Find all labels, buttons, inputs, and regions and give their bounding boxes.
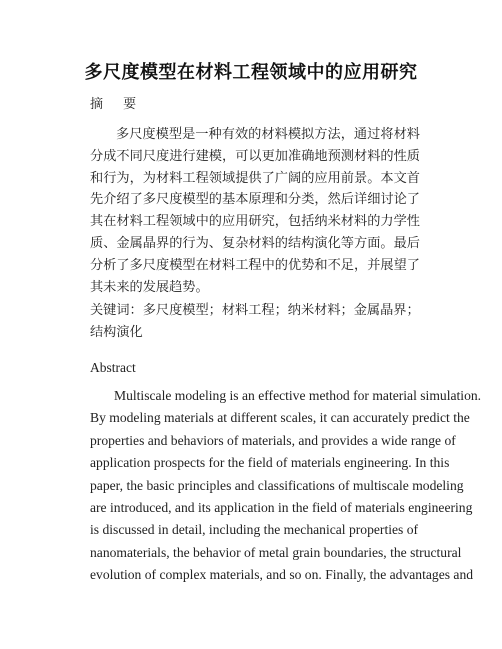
abstract-chinese-paragraph: 多尺度模型是一种有效的材料模拟方法，通过将材料分成不同尺度进行建模，可以更加准确地预测材料的性质和行为，为材料工程领域提供了广阔的应用前景。本文首先介绍了多尺度模型的基本原理和分类，然后详细讨论了其在材料工程领域中的应用研究，包括纳米材料的力学性质、金属晶界的行为、复杂材料的结构演化等方面。最后分析了多尺度模型在材料工程中的优势和不足，并展望了其未来的发展趋势。	[90, 127, 420, 295]
abstract-line: nanomaterials, the behavior of metal grain boundaries, the structural	[90, 544, 462, 560]
abstract-line: properties and behaviors of materials, and provides a wide range of	[90, 432, 456, 448]
abstract-line: are introduced, and its application in the field of materials engineering	[90, 500, 473, 516]
paper-title: 多尺度模型在材料工程领域中的应用研究	[84, 62, 418, 83]
abstract-english-paragraph	[90, 385, 482, 587]
abstract-line: application prospects for the field of materials engineering. In this	[90, 455, 450, 471]
abstract-line: By modeling materials at different scales, it can accurately predict the	[90, 410, 470, 426]
abstract-line: Multiscale modeling is an effective method for material simulation.	[114, 388, 482, 403]
abstract-line: evolution of complex materials, and so on. Finally, the advantages and	[90, 567, 474, 583]
abstract-line: is discussed in detail, including the mechanical properties of	[90, 522, 419, 538]
abstract-heading: 摘 要	[90, 97, 145, 112]
abstract-line: paper, the basic principles and classifications of multiscale modeling	[90, 477, 464, 493]
abstract-english-heading: Abstract	[90, 360, 136, 375]
keywords-line: 关键词：多尺度模型；材料工程；纳米材料；金属晶界；结构演化	[90, 303, 420, 340]
